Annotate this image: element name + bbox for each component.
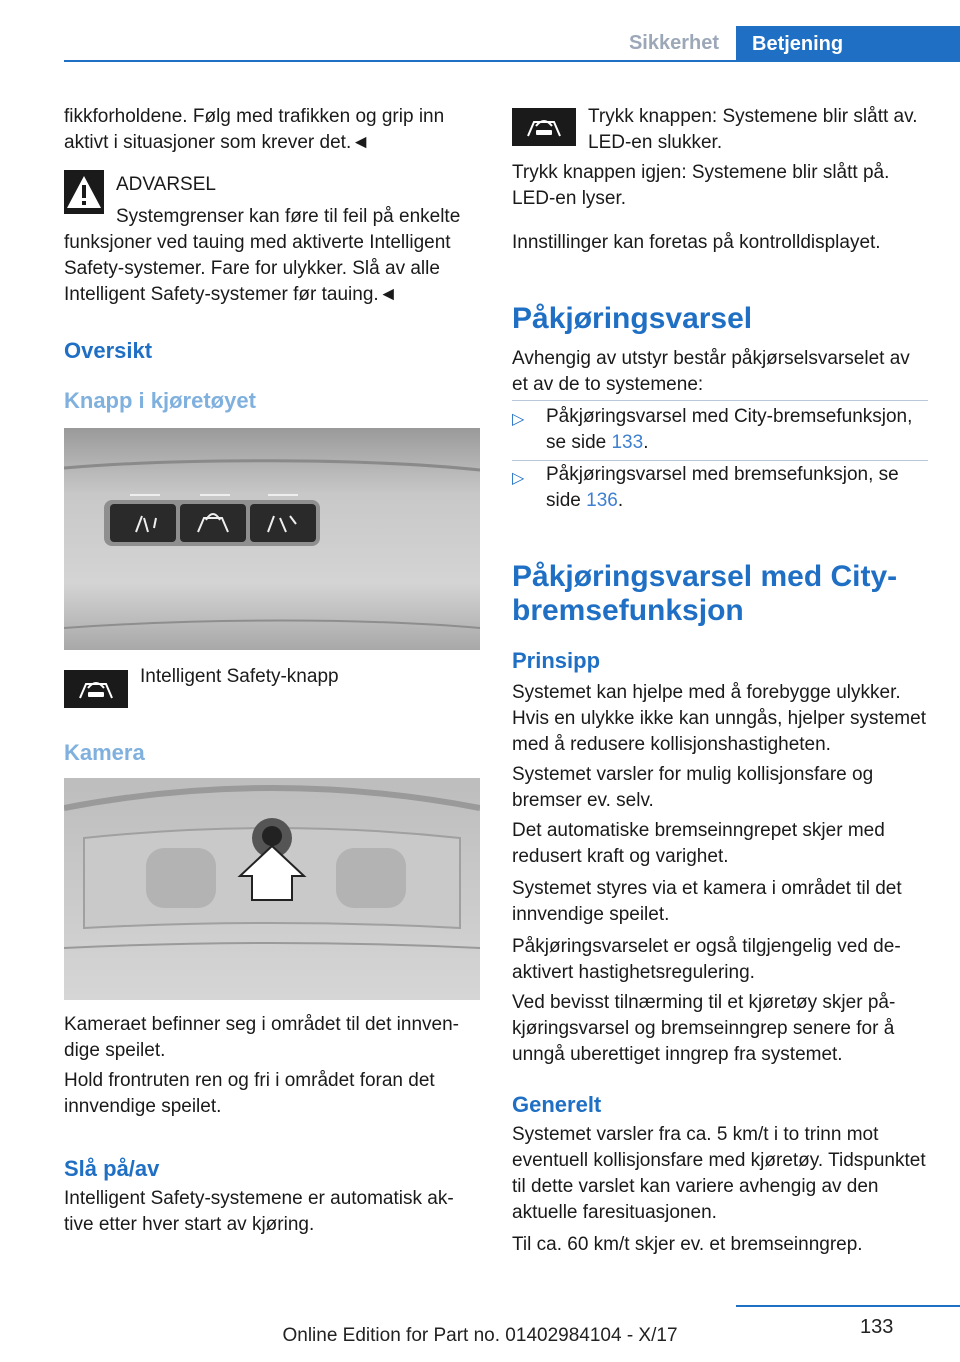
camera-photo [64,778,480,1000]
warning-first-line: Systemgrenser kan føre til feil på enkelte [116,206,461,227]
page-number: 133 [860,1316,894,1338]
sla-text: Intelligent Safety-systemene er automatisk aktive etter hver start av kjøring. [64,1188,454,1235]
bullet-item-1: Påkjøringsvarsel med City-bremsefunksjon, se side 133. [546,406,913,453]
separator [512,400,928,401]
tab-sikkerhet[interactable]: Sikkerhet [628,31,720,54]
press-again-text: Trykk knappen igjen: Systemene blir slått på. LED-en lyser. [512,162,890,209]
heading-generelt: Generelt [512,1092,602,1117]
intelligent-safety-button-icon-right [512,108,576,146]
separator [512,460,928,461]
prinsipp-text-3: Det automatiske bremseinngrepet skjer med redusert kraft og varighet. [512,820,885,867]
heading-pakjoring: Påkjøringsvarsel [512,302,753,335]
page-link-133[interactable]: 133 [611,432,644,453]
bullet-2-text: Påkjøringsvarsel med bremsefunksjon, se side [546,464,899,511]
kamera-text-1: Kameraet befinner seg i området til det innvendige speilet. [64,1014,459,1061]
generelt-text-1: Systemet varsler fra ca. 5 km/t i to trinn mot eventuell kollisjonsfare med kjøretøy. Tidspunktet til dette varslet kan variere avhengig av den aktuelle faresituasjonen. [512,1124,926,1223]
intelligent-safety-button-icon [64,670,128,708]
press-first-text: Trykk knappen: Systemene blir slått av. LED-en slukker. [588,106,918,153]
bullet-triangle-icon: ▷ [512,411,525,428]
heading-knapp: Knapp i kjøretøyet [64,388,256,413]
warning-icon [64,170,104,214]
bullet-triangle-icon: ▷ [512,470,525,487]
warning-title: ADVARSEL [116,174,216,195]
prinsipp-text-4: Systemet styres via et kamera i området til det innvendige speilet. [512,878,902,925]
warning-text: funksjoner ved tauing med aktiverte Intelligent Safety-systemer. Fare for ulykker. Slå av alle Intelligent Safety-systemer før tauing.◄ [64,232,451,305]
prinsipp-text-6: Ved bevisst tilnærming til et kjøretøy skjer påkjøringsvarsel og bremseinngrep senere for å unngå uberettiget inngrep fra systemet. [512,992,896,1065]
button-panel-photo [64,428,480,650]
prinsipp-text-1: Systemet kan hjelpe med å forebygge ulykker. Hvis en ulykke ikke kan unngås, hjelper systemet med å redusere kollisjonshastigheten. [512,682,926,755]
tab-betjening[interactable]: Betjening [736,26,960,62]
heading-sla: Slå på/av [64,1156,160,1181]
button-caption: Intelligent Safety-knapp [140,666,339,687]
bullet-item-2: Påkjøringsvarsel med bremsefunksjon, se side 136. [546,464,899,511]
header-rule [64,60,960,62]
generelt-text-2: Til ca. 60 km/t skjer ev. et bremseinngrep. [512,1234,863,1255]
heading-city-bremsefunksjon: Påkjøringsvarsel med City-bremsefunksjon [512,560,898,627]
intro-text: fikkforholdene. Følg med trafikken og grip inn aktivt i situasjoner som krever det.◄ [64,106,445,153]
page-link-136[interactable]: 136 [586,490,618,511]
pakjoring-intro: Avhengig av utstyr består påkjørselsvarselet av et av de to systemene: [512,348,910,395]
heading-kamera: Kamera [64,740,145,765]
heading-oversikt: Oversikt [64,338,153,363]
heading-prinsipp: Prinsipp [512,648,601,673]
bullet-1-text: Påkjøringsvarsel med City-bremsefunksjon, se side [546,406,913,453]
footer-edition: Online Edition for Part no. 01402984104 - X/17 [282,1325,678,1346]
settings-text: Innstillinger kan foretas på kontrolldisplayet. [512,232,881,253]
kamera-text-2: Hold frontruten ren og fri i området foran det innvendige speilet. [64,1070,435,1117]
prinsipp-text-5: Påkjøringsvarselet er også tilgjengelig ved deaktivert hastighetsregulering. [512,936,901,983]
prinsipp-text-2: Systemet varsler for mulig kollisjonsfare og bremser ev. selv. [512,764,874,811]
footer-rule [736,1305,960,1307]
